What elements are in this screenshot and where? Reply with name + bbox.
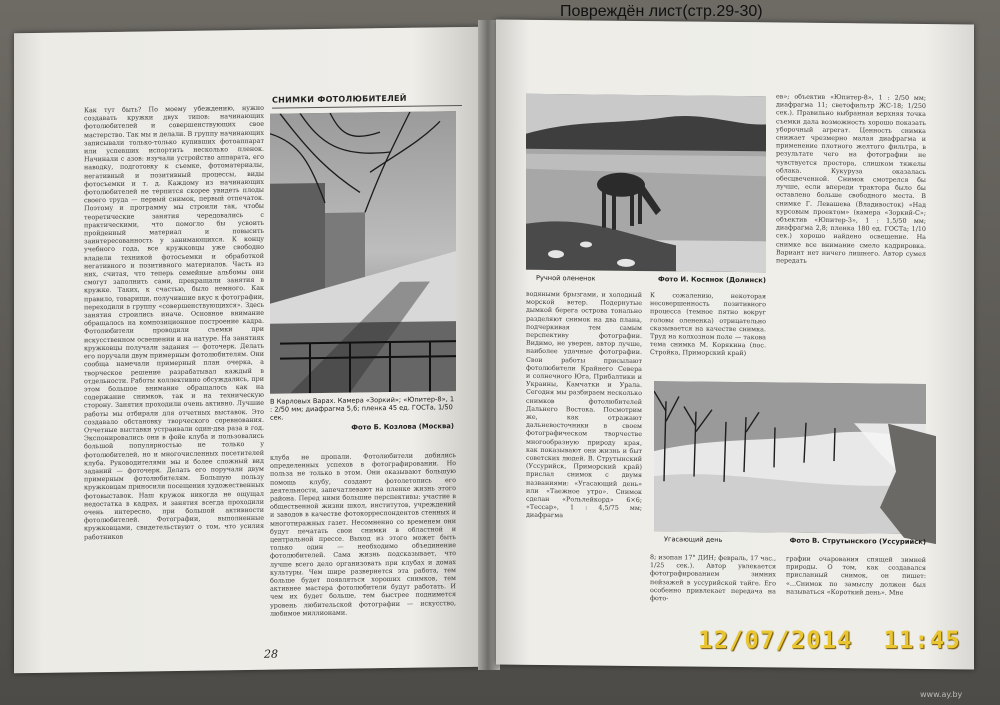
karlovy-vary-photo-image bbox=[270, 111, 456, 394]
overlay-title: Повреждён лист(стр.29-30) bbox=[560, 3, 763, 20]
watermark: www.ay.by bbox=[920, 690, 963, 699]
right-page-column-3-bottom: графии очарования спящей зимней природы. О том, как создавался присланный снимок, он пишет: «...Снимок по замыслу должен был называться «Короткий день». Мне bbox=[786, 554, 926, 597]
snow-credit: Фото В. Струтынского (Уссурийск) bbox=[789, 536, 926, 547]
right-page-column-1: водяными брызгами, и холодный морской ветер. Подернутые дымкой берега острова тонально разделяют снимок на два плана, подчеркивая тем самым перспективу фотографии. Видимо, не уверен, автор лучше, наиболее удачные фотографии. Свои работы присылают фотолюбители Крайнего Севера и солнечного Юга, Прибалтики и Украины, Камчатки и Урала. Сегодня мы разбираем несколько снимков фотолюбителей Дальнего Востока. Посмотрим же, как отражают дальневосточники в своем фотографическом творчестве многообразную природу края, как показывают они жизнь и быт советских людей. В. Струтынский (Уссурийск, Приморский край) прислал снимок с двумя названиями: «Угасающий день» или «Таежное утро». Снимок сделан «Рольлейкорд» 6×6; «Тессар», 1 : 4,5/75 мм; диафрагма bbox=[526, 289, 642, 520]
deer-credit: Фото И. Косянок (Долинск) bbox=[657, 275, 766, 285]
deer-caption: Ручной олененок bbox=[536, 273, 596, 283]
karlovy-vary-credit: Фото Б. Козлова (Москва) bbox=[351, 422, 454, 432]
left-page bbox=[14, 27, 484, 674]
right-page-column-2-bottom: 8; изопан 17° ДИН; февраль, 17 час., 1/25 сек.). Автор увлекается фотографированием зимних пейзажей в уссурийской тайге. Его особенно привлекает передача на фото- bbox=[650, 553, 776, 603]
snow-caption: Угасающий день bbox=[664, 535, 723, 544]
deer-photo-image bbox=[526, 94, 766, 273]
karlovy-vary-caption: В Карловых Варах. Камера «Зоркий»; «Юпитер-8», 1 : 2/50 мм; диафрагма 5,6; пленка 45 ед. ГОСТа, 1/50 сек. bbox=[270, 395, 455, 422]
date-stamp: 12/07/2014 11:45 bbox=[698, 626, 961, 654]
left-page-column-2: клуба не пропали. Фотолюбители добились определенных успехов в фотографировании. Но польза не только в этом. Они оказывают большую помощь клубу, создают фотолетопись его деятельности, запечатлевают на пленке жизнь этого района. Перед ними большие перспективы: участие в общественной жизни школ, институтов, учреждений и заводов в качестве фотокорреспондентов стенных и многотиражных газет. Несомненно со временем они будут печатать свои снимки в областной и центральной прессе. Выход из этого может быть только один — необходимо объединение фотолюбителей. Сама жизнь подсказывает, что лучше всего дело организовать при клубах и домах культуры. Чем шире развернется эта работа, тем больше будет появляться хороших снимков, тем активнее мастера фотолюбители будут работать. И чем их будет больше, тем быстрее поднимется уровень любительской фотографии — искусство, любимое миллионами. bbox=[270, 451, 456, 618]
left-page-column-1: Как тут быть? По моему убеждению, нужно создавать кружки двух типов: начинающих фотолюбителей и совершенствующих свое мастерство. Так мы и делали. В группу начинающих записывали только-только купивших фотоаппарат или успевших испортить несколько пленок. Начинали с азов: изучали устройство аппарата, его наводку, подготовку к съемке, фотоматериалы, негативный и позитивный процессы, виды фотосъемки и т. д. Каждому из начинающих фотолюбителей не терпится скорее увидеть плоды своего труда — первый снимок, первый отпечаток. Поэтому и программу мы строили так, чтобы теоретические занятия чередовались с практическими, что помогло бы усвоить пройденный материал и повысить заинтересованность у занимающихся. К концу учебного года, все кружковцы уже свободно владели техникой фотосъемки и обработкой негативного и позитивного материалов. Часть из них, считая, что теперь семейные альбомы они смогут заполнить сами, прекращали занятия в кружке. Таких, к счастью, было немного. Как правило, товарищи, получившие вкус к фотографии, переходили в группу «совершенствующихся». Здесь занятия строились иначе. Основное внимание обращалось на композиционное построение кадра. Фотолюбители проводили съемки при искусственном освещении и на натуре. На занятиях кружковцы получали задания — фоточерк. Делать его поручали двум примерным фотолюбителям. Они сообща намечали примерный план очерка, а творческое решение разрабатывал каждый в отдельности. Работы коллективно обсуждались, при этом большое внимание обращалось как на содержание снимков, так и на техническую сторону. Занятия проходили очень активно. Лучшие работы мы отбирали для отчетных выставок. Это создавало обстановку творческого соревнования. Отчетные выставки устраивали один-два раза в год. Экспонировались они в фойе клуба и пользовались большой популярностью не только у фотолюбителей, но и многочисленных посетителей клуба. Руководителями мы и более сложный вид заданий — фоточерк. Делать его поручали двум примерным фотолюбителям. Большую пользу кружковцам приносили посещения художественных фотовыставок. Наш кружок никогда не ощущал недостатка в кадрах, и занятия всегда проходили очень интересно, при большой активности фотолюбителей. Фотографии, выполненные кружковцами, свидетельствуют о том, что усилия работников bbox=[84, 103, 264, 541]
right-page bbox=[496, 19, 974, 669]
section-heading: СНИМКИ ФОТОЛЮБИТЕЛЕЙ bbox=[272, 93, 407, 105]
karlovy-vary-photo bbox=[270, 111, 456, 394]
right-page-column-3-top: ев»; объектив «Юпитер-8», 1 : 2/50 мм; диафрагма 11; светофильтр ЖС-18; 1/250 сек.). Правильно выбранная верхняя точка съемки дала возможность хорошо показать уборочный агрегат. Ценность снимка снижает чрезмерно малая диафрагма и применение плотного желтого фильтра, в результате чего на фотографии не чувствуется простора, слишком тяжелы облака. Кукуруза оказалась обесцвеченной. Снимок смотрелся бы лучше, если впереди трактора было бы оставлено больше свободного места. В снимке Г. Левашева (Владивосток) «Над курсовым проектом» (камера «Зоркий-С»; объектив «Юпитер-3», 1 : 1,5/50 мм; диафрагма 2,8; пленка 180 ед. ГОСТа; 1/10 сек.) хорошо найдено освещение. На снимке все внимание смело кадрировка. Вариант нет ничего лишнего. Автор сумел передать bbox=[776, 92, 926, 265]
right-page-column-2: К сожалению, некоторая несовершенность позитивного процесса (темное пятно вокруг головы олененка) отрицательно сказывается на качестве снимка. Труд на колхозном поле — такова тема снимка М. Корякина (пос. Стройка, Приморский край) bbox=[650, 291, 766, 358]
deer-photo bbox=[526, 94, 766, 273]
page-number-left: 28 bbox=[264, 647, 278, 661]
heading-rule bbox=[272, 105, 462, 109]
